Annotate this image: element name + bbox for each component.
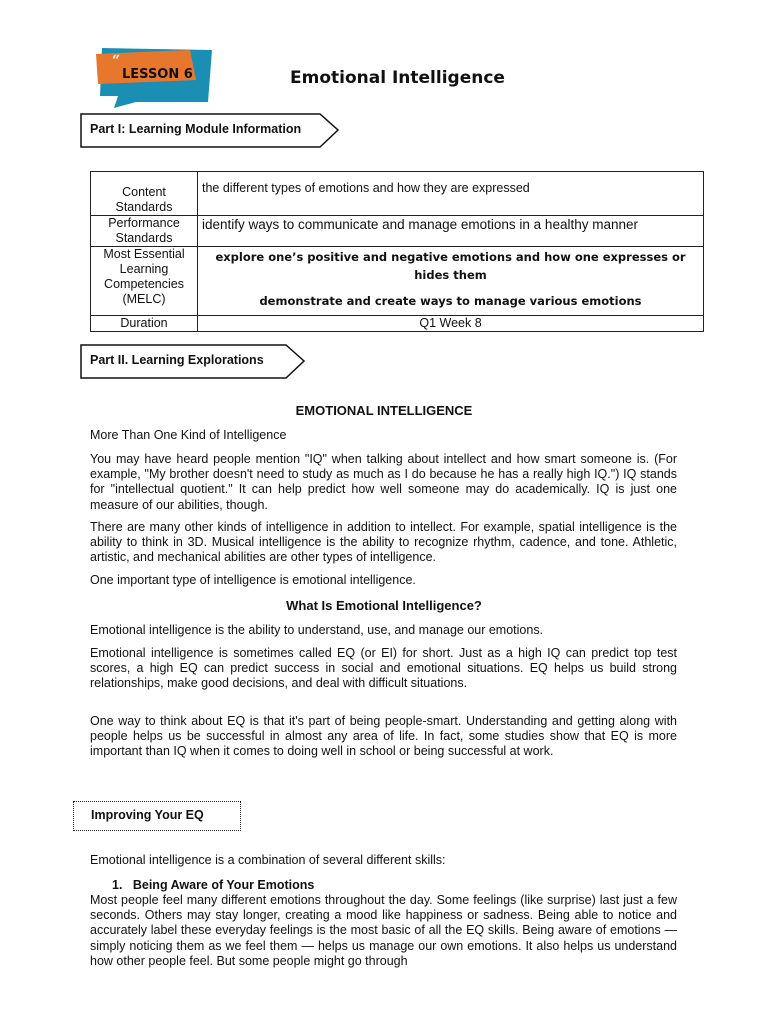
paragraph: Emotional intelligence is a combination of several different skills: <box>90 853 446 867</box>
module-info-table <box>90 171 704 332</box>
part1-label: Part I: Learning Module Information <box>90 122 302 136</box>
paragraph: You may have heard people mention "IQ" when talking about intellect and how smart someone is. (For example, "My brother doesn't need to study as much as I do because he has a really high IQ.") IQ stands for "intellectual quotient." It can help predict how well someone may do academically. IQ is just one measure of our abilities, though. <box>90 452 677 512</box>
section-heading: EMOTIONAL INTELLIGENCE <box>295 403 473 418</box>
content-standards-value: the different types of emotions and how they are expressed <box>198 172 704 216</box>
page-title: Emotional Intelligence <box>290 68 505 88</box>
table-row <box>91 216 704 247</box>
paragraph: Most people feel many different emotions throughout the day. Some feelings (like surprise) last just a few seconds. Others may stay longer, creating a mood like happiness or sadness. Being able to notice and accurately label these everyday feelings is the most basic of all the EQ skills. Being aware of emotions — simply noticing them as we feel them — helps us manage our own emotions. It also helps us understand how other people feel. But some people might go through <box>90 893 677 968</box>
section-heading: What Is Emotional Intelligence? <box>286 598 482 613</box>
part2-section-label <box>80 344 310 378</box>
list-number: 1. <box>112 878 123 892</box>
part2-label: Part II. Learning Explorations <box>90 353 264 367</box>
duration-value: Q1 Week 8 <box>198 316 704 332</box>
table-row <box>91 172 704 216</box>
improving-eq-box <box>73 801 241 831</box>
svg-text:“: “ <box>112 53 121 69</box>
paragraph: One way to think about EQ is that it's part of being people-smart. Understanding and getting along with people helps us be successful in almost any area of life. In fact, some studies show that EQ is more important than IQ when it comes to doing well in school or being successful at work. <box>90 714 677 759</box>
melc-item-2: demonstrate and create ways to manage various emotions <box>259 294 642 308</box>
lesson-number: LESSON 6 <box>122 67 193 82</box>
performance-standards-label: Performance Standards <box>91 216 198 247</box>
list-item-title: Being Aware of Your Emotions <box>132 878 315 892</box>
table-row <box>91 247 704 316</box>
paragraph: Emotional intelligence is sometimes called EQ (or EI) for short. Just as a high IQ can predict top test scores, a high EQ can predict success in social and emotional situations. EQ helps us build strong relationships, make good decisions, and deal with difficult situations. <box>90 646 677 691</box>
subheading: More Than One Kind of Intelligence <box>90 428 287 442</box>
table-row <box>91 316 704 332</box>
part1-section-label <box>80 113 342 147</box>
melc-label: Most Essential Learning Competencies (MELC) <box>91 247 198 316</box>
melc-item-1: explore one’s positive and negative emotions and how one expresses or hides them <box>215 250 686 282</box>
list-item <box>112 878 314 892</box>
paragraph: One important type of intelligence is emotional intelligence. <box>90 573 416 587</box>
improving-eq-label: Improving Your EQ <box>91 808 204 822</box>
melc-value <box>198 247 704 316</box>
paragraph: There are many other kinds of intelligence in addition to intellect. For example, spatial intelligence is the ability to think in 3D. Musical intelligence is the ability to recognize rhythm, cadence, and tone. Athletic, artistic, and mechanical abilities are other types of intelligence. <box>90 520 677 565</box>
paragraph: Emotional intelligence is the ability to understand, use, and manage our emotions. <box>90 623 544 637</box>
duration-label: Duration <box>91 316 198 332</box>
performance-standards-value: identify ways to communicate and manage emotions in a healthy manner <box>198 216 704 247</box>
content-standards-label: Content Standards <box>91 172 198 216</box>
